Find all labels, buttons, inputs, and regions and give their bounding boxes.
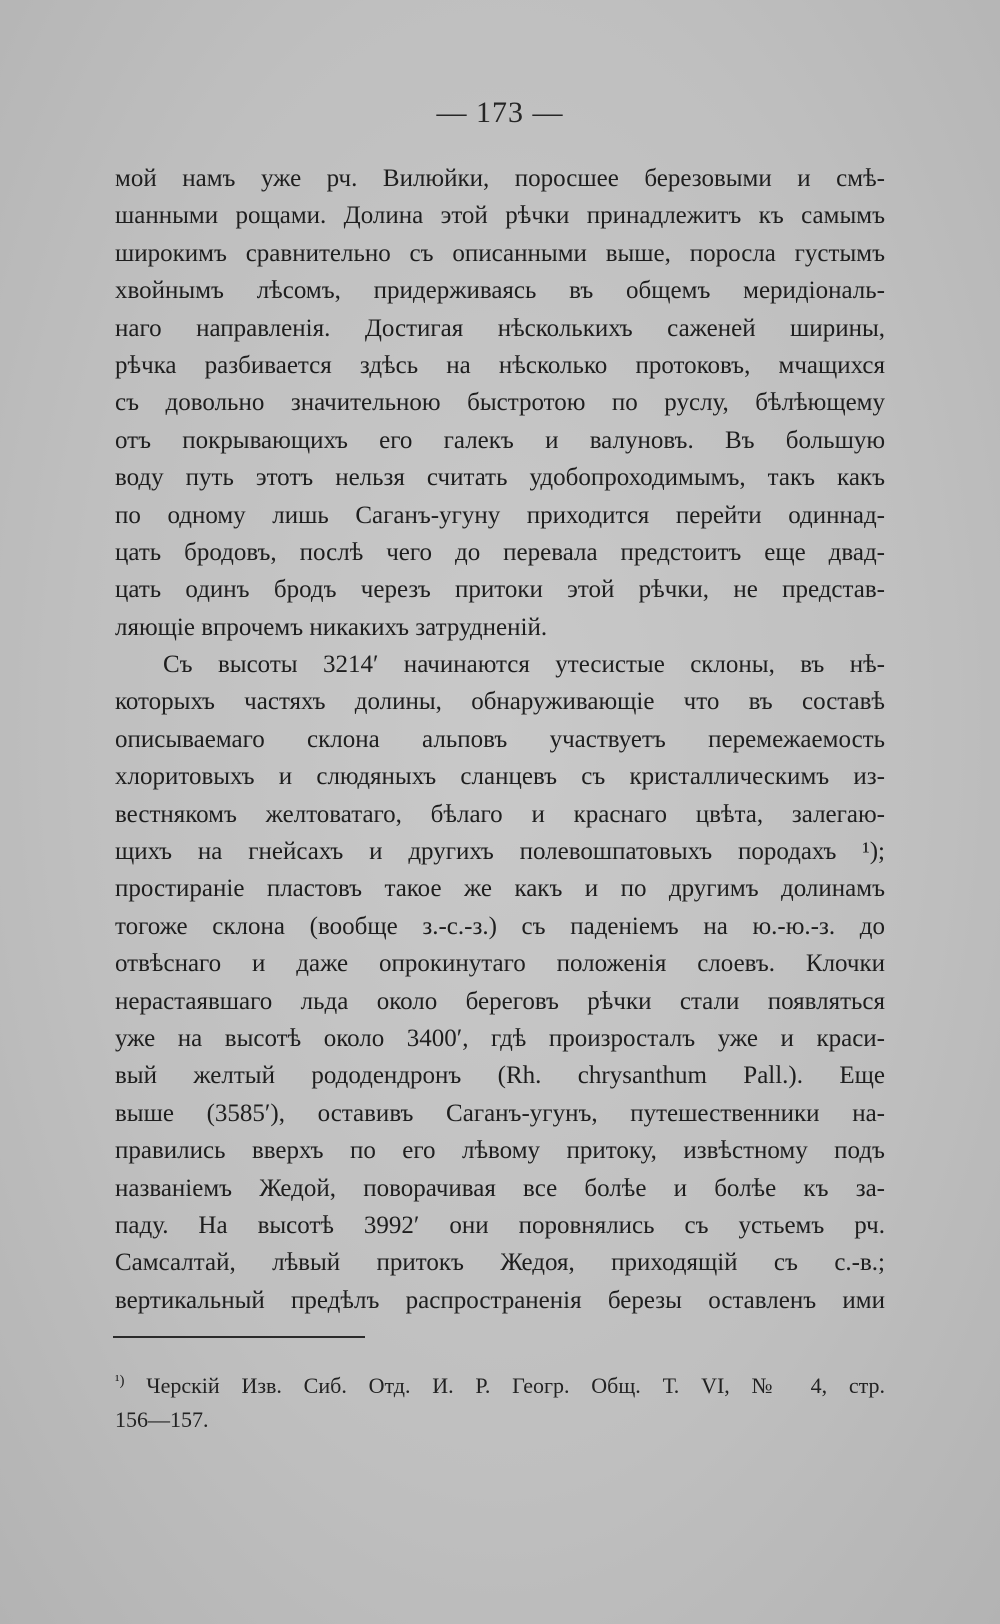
text-line: тогоже склона (вообще з.-с.-з.) съ паденіемъ на ю.-ю.-з. до — [115, 912, 885, 940]
text-line: отъ покрывающихъ его галекъ и валуновъ. Въ большую — [115, 426, 885, 454]
text-line: цать бродовъ, послѣ чего до перевала предстоитъ еще двад- — [115, 538, 885, 566]
page-number: — 173 — — [436, 96, 564, 129]
footnote-line — [115, 1364, 885, 1403]
text-line: описываемаго склона альповъ участвуетъ перемежаемость — [115, 725, 885, 753]
text-line: названіемъ Жедой, поворачивая все болѣе и болѣе къ за- — [115, 1174, 885, 1202]
text-line: нерастаявшаго льда около береговъ рѣчки стали появляться — [115, 987, 885, 1015]
text-line: которыхъ частяхъ долины, обнаруживающіе что въ составѣ — [115, 688, 885, 716]
text-line: воду путь этотъ нельзя считать удобопроходимымъ, такъ какъ — [115, 464, 885, 492]
footnote-divider — [113, 1336, 365, 1338]
footnote-line: 156—157. — [115, 1407, 209, 1432]
text-line: правились вверхъ по его лѣвому притоку, извѣстному подъ — [115, 1137, 885, 1165]
body-text — [115, 160, 885, 1319]
text-line: наго направленія. Достигая нѣсколькихъ саженей ширины, — [115, 314, 885, 342]
text-line: вестнякомъ желтоватаго, бѣлаго и краснаго цвѣта, залегаю- — [115, 800, 885, 828]
text-line: шанными рощами. Долина этой рѣчки принадлежитъ къ самымъ — [115, 202, 885, 230]
paragraph-2 — [115, 646, 885, 1319]
text-line: вый желтый рододендронъ (Rh. chrysanthum Pall.). Еще — [115, 1062, 885, 1090]
text-line: простираніе пластовъ такое же какъ и по другимъ долинамъ — [115, 875, 885, 903]
paragraph-1 — [115, 160, 885, 646]
text-line: хвойнымъ лѣсомъ, придерживаясь въ общемъ меридіональ- — [115, 277, 885, 305]
text-line: цать одинъ бродъ черезъ притоки этой рѣчки, не представ- — [115, 576, 885, 604]
text-line: широкимъ сравнительно съ описанными выше, поросла густымъ — [115, 239, 885, 267]
text-line: выше (3585′), оставивъ Саганъ-угунъ, путешественники на- — [115, 1099, 885, 1127]
footnote-text: Черскій Изв. Сиб. Отд. И. Р. Геогр. Общ. Т. VI, № 4, стр. — [146, 1373, 885, 1398]
text-line: уже на высотѣ около 3400′, гдѣ произросталъ уже и краси- — [115, 1024, 885, 1052]
text-line: съ довольно значительною быстротою по руслу, бѣлѣющему — [115, 389, 885, 417]
text-line: вертикальный предѣлъ распространенія березы оставленъ ими — [115, 1286, 885, 1314]
text-line: по одному лишь Саганъ-угуну приходится перейти одиннад- — [115, 501, 885, 529]
text-line: рѣчка разбивается здѣсь на нѣсколько протоковъ, мчащихся — [115, 351, 885, 379]
footnote — [115, 1364, 885, 1437]
text-line: щихъ на гнейсахъ и другихъ полевошпатовыхъ породахъ ¹); — [115, 838, 885, 866]
text-line: паду. На высотѣ 3992′ они поровнялись съ устьемъ рч. — [115, 1211, 885, 1239]
text-line: мой намъ уже рч. Вилюйки, поросшее березовыми и смѣ- — [115, 165, 885, 192]
text-line: Самсалтай, лѣвый притокъ Жедоя, приходящій съ с.-в.; — [115, 1249, 885, 1277]
footnote-marker: ¹) — [115, 1373, 125, 1389]
text-line: хлоритовыхъ и слюдяныхъ сланцевъ съ кристаллическимъ из- — [115, 763, 885, 791]
text-line: ляющіе впрочемъ никакихъ затрудненій. — [115, 613, 548, 641]
text-line: отвѣснаго и даже опрокинутаго положенія слоевъ. Клочки — [115, 950, 885, 978]
text-line: Съ высоты 3214′ начинаются утесистые склоны, въ нѣ- — [163, 651, 885, 679]
